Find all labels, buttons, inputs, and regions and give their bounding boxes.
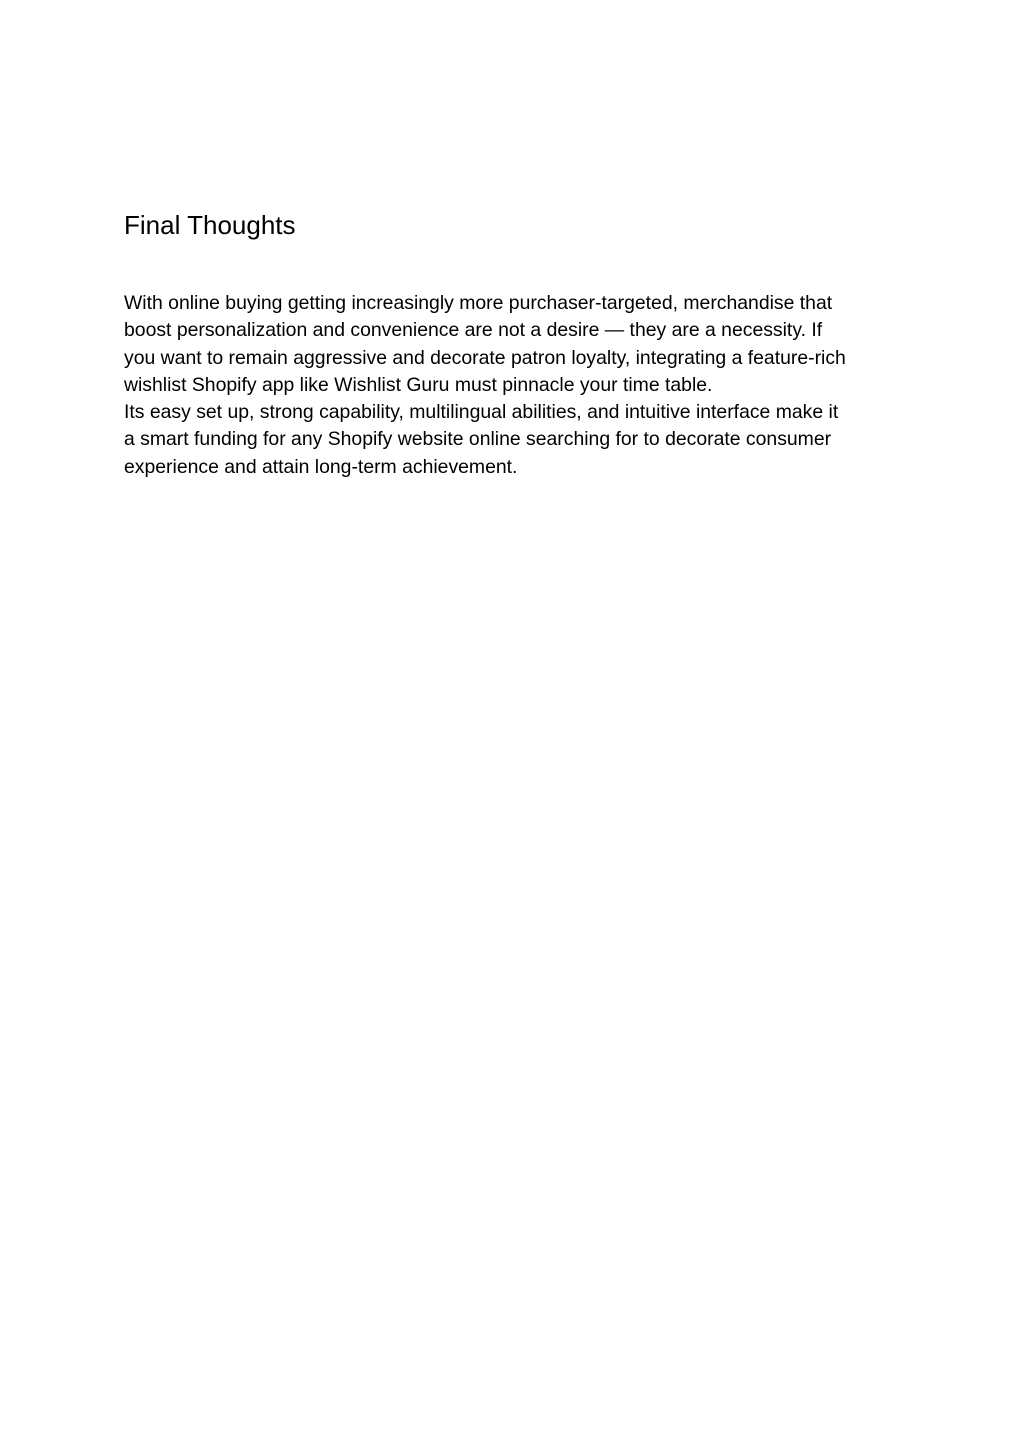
paragraph-line: Its easy set up, strong capability, multilingual abilities, and intuitive interface make it bbox=[124, 401, 839, 424]
paragraph-line: you want to remain aggressive and decorate patron loyalty, integrating a feature-rich bbox=[124, 346, 846, 369]
section-heading: Final Thoughts bbox=[124, 210, 296, 240]
paragraph-line: boost personalization and convenience are not a desire — they are a necessity. If bbox=[124, 319, 823, 342]
body-paragraph bbox=[124, 290, 904, 481]
paragraph-line: With online buying getting increasingly more purchaser-targeted, merchandise that bbox=[124, 292, 833, 314]
paragraph-line: experience and attain long-term achievement. bbox=[124, 455, 518, 478]
paragraph-line: a smart funding for any Shopify website online searching for to decorate consumer bbox=[124, 428, 832, 451]
paragraph-line: wishlist Shopify app like Wishlist Guru must pinnacle your time table. bbox=[124, 373, 713, 396]
